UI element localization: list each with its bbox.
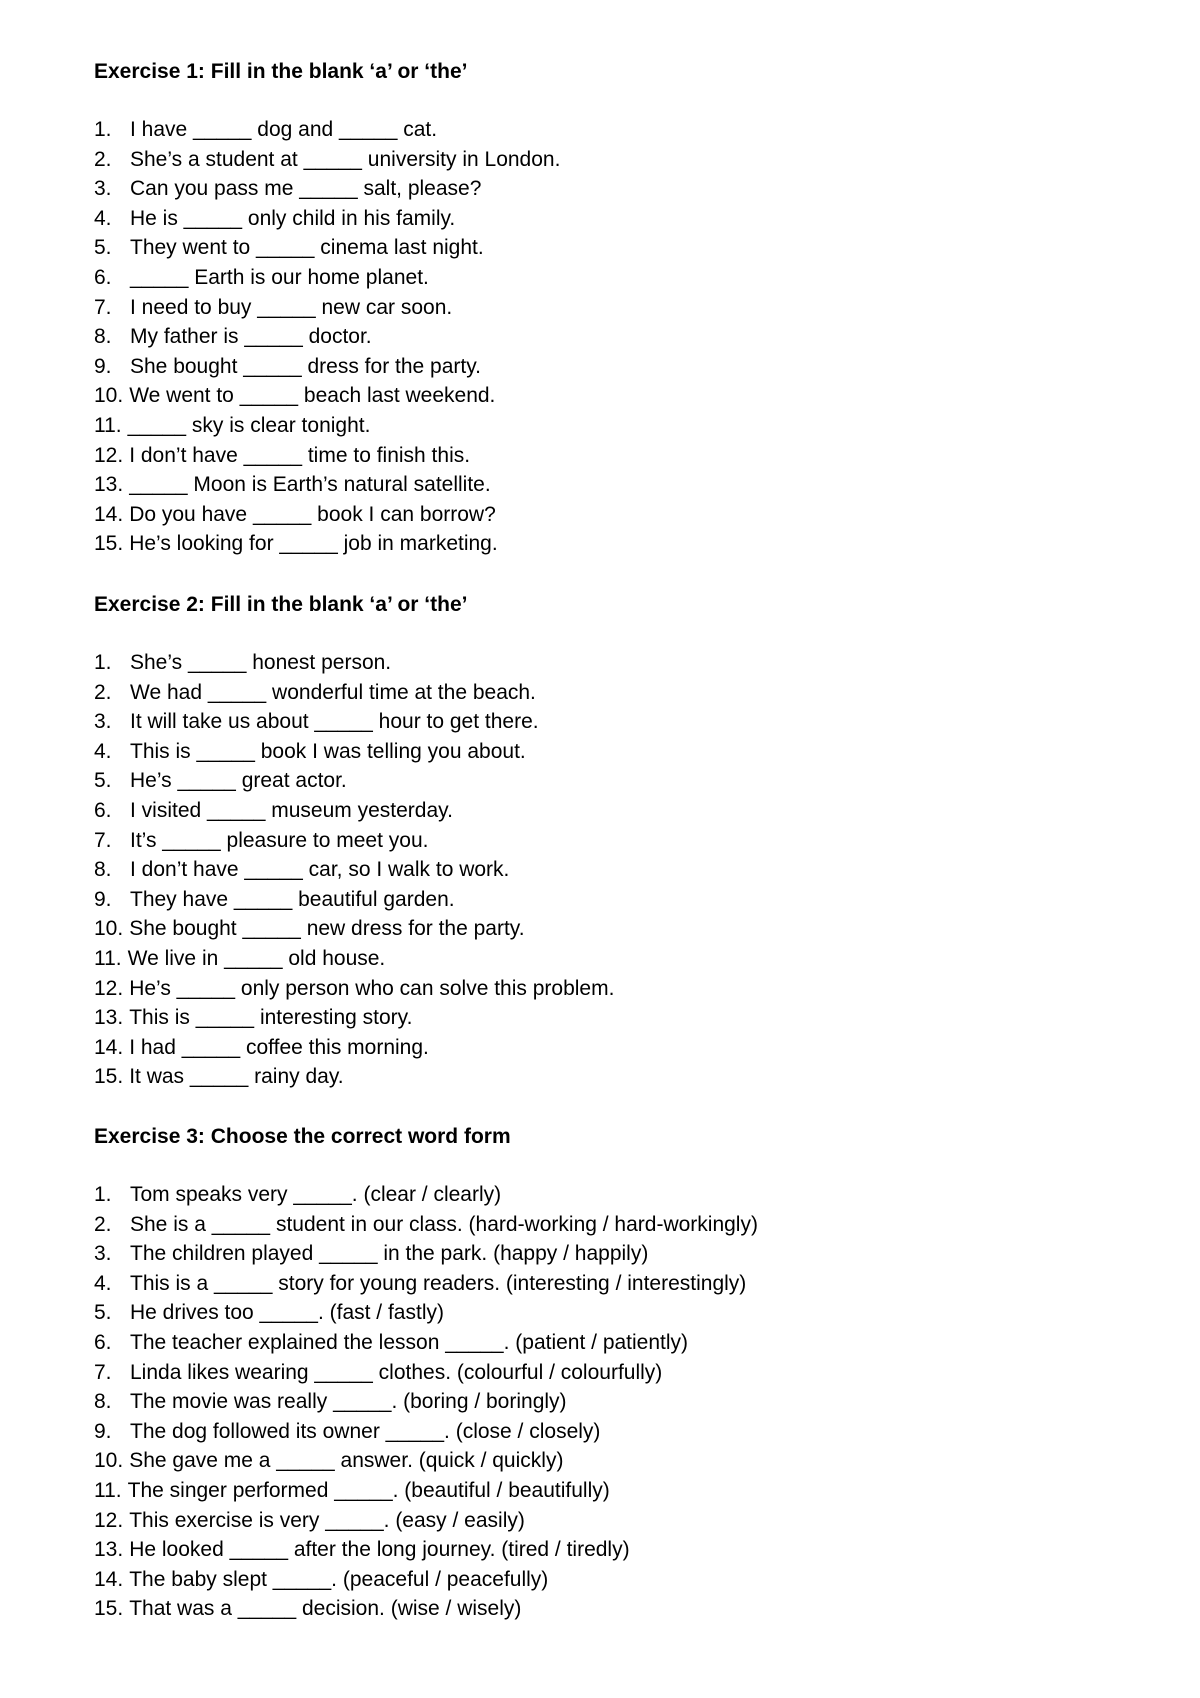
exercise-list bbox=[94, 648, 1094, 1092]
exercise-title: Exercise 1: Fill in the blank ‘a’ or ‘the’ bbox=[94, 60, 468, 83]
exercise-item bbox=[94, 855, 1094, 885]
exercise-item bbox=[94, 737, 1094, 767]
item-number: 5. bbox=[94, 769, 112, 793]
exercise-item bbox=[94, 204, 1094, 234]
item-number: 5. bbox=[94, 236, 112, 260]
item-text: _____ Earth is our home planet. bbox=[130, 265, 429, 289]
item-text: This is _____ interesting story. bbox=[129, 1006, 413, 1030]
exercise-item bbox=[94, 1210, 1094, 1240]
item-text: We went to _____ beach last weekend. bbox=[129, 384, 496, 408]
exercise-item bbox=[94, 500, 1094, 530]
item-number: 6. bbox=[94, 798, 112, 822]
exercise-item bbox=[94, 381, 1094, 411]
exercise-2 bbox=[94, 590, 1094, 1092]
item-text: _____ Moon is Earth’s natural satellite. bbox=[129, 473, 491, 497]
exercise-item bbox=[94, 529, 1094, 559]
item-text: She gave me a _____ answer. (quick / quickly) bbox=[129, 1449, 564, 1473]
item-number: 2. bbox=[94, 1212, 112, 1236]
item-text: Do you have _____ book I can borrow? bbox=[129, 502, 496, 526]
exercise-item bbox=[94, 1387, 1094, 1417]
exercise-1 bbox=[94, 57, 1094, 559]
exercise-item bbox=[94, 1535, 1094, 1565]
item-text: It’s _____ pleasure to meet you. bbox=[130, 828, 429, 852]
item-text: It was _____ rainy day. bbox=[129, 1065, 344, 1089]
item-text: I don’t have _____ car, so I walk to work. bbox=[130, 858, 510, 882]
item-text: I don’t have _____ time to finish this. bbox=[129, 443, 471, 467]
item-text: He’s _____ only person who can solve this problem. bbox=[129, 976, 615, 1000]
item-text: It will take us about _____ hour to get there. bbox=[130, 710, 539, 734]
exercise-item bbox=[94, 1446, 1094, 1476]
item-text: We live in _____ old house. bbox=[127, 946, 386, 970]
exercise-item bbox=[94, 796, 1094, 826]
item-text: The dog followed its owner _____. (close / closely) bbox=[130, 1419, 601, 1443]
item-number: 8. bbox=[94, 858, 112, 882]
exercise-item bbox=[94, 1269, 1094, 1299]
item-text: Tom speaks very _____. (clear / clearly) bbox=[130, 1183, 502, 1206]
item-text: The teacher explained the lesson _____. (patient / patiently) bbox=[130, 1330, 689, 1354]
item-text: He’s looking for _____ job in marketing. bbox=[129, 532, 498, 556]
exercise-item bbox=[94, 1328, 1094, 1358]
item-number: 10. bbox=[94, 1449, 124, 1473]
exercise-item bbox=[94, 1594, 1094, 1624]
item-text: This is _____ book I was telling you about. bbox=[130, 739, 526, 763]
item-text: He drives too _____. (fast / fastly) bbox=[130, 1301, 444, 1325]
exercise-item bbox=[94, 1476, 1094, 1506]
exercise-item bbox=[94, 944, 1094, 974]
item-number: 12. bbox=[94, 443, 124, 467]
item-text: I visited _____ museum yesterday. bbox=[130, 798, 453, 822]
exercise-item bbox=[94, 411, 1094, 441]
item-text: I have _____ dog and _____ cat. bbox=[130, 118, 438, 141]
exercise-item bbox=[94, 1062, 1094, 1092]
item-number: 10. bbox=[94, 384, 124, 408]
item-number: 10. bbox=[94, 917, 124, 941]
exercise-item bbox=[94, 145, 1094, 175]
item-number: 5. bbox=[94, 1301, 112, 1325]
exercise-item bbox=[94, 1033, 1094, 1063]
item-text: This is a _____ story for young readers. (interesting / interestingly) bbox=[130, 1271, 747, 1295]
item-number: 7. bbox=[94, 295, 112, 319]
exercise-item bbox=[94, 678, 1094, 708]
exercise-item bbox=[94, 1239, 1094, 1269]
exercise-3 bbox=[94, 1122, 1094, 1624]
exercise-item bbox=[94, 826, 1094, 856]
item-number: 8. bbox=[94, 1390, 112, 1414]
item-text: Linda likes wearing _____ clothes. (colourful / colourfully) bbox=[130, 1360, 663, 1384]
item-number: 8. bbox=[94, 325, 112, 349]
exercise-title: Exercise 3: Choose the correct word form bbox=[94, 1125, 511, 1148]
exercise-list bbox=[94, 115, 1094, 559]
exercise-item bbox=[94, 766, 1094, 796]
item-text: She bought _____ new dress for the party. bbox=[129, 917, 525, 941]
item-text: The singer performed _____. (beautiful / beautifully) bbox=[127, 1478, 610, 1502]
exercise-item bbox=[94, 293, 1094, 323]
item-number: 13. bbox=[94, 473, 124, 497]
item-number: 4. bbox=[94, 1271, 112, 1295]
exercise-item bbox=[94, 322, 1094, 352]
item-number: 1. bbox=[94, 1183, 112, 1206]
exercise-item bbox=[94, 1298, 1094, 1328]
item-number: 15. bbox=[94, 532, 124, 556]
item-number: 3. bbox=[94, 710, 112, 734]
item-number: 4. bbox=[94, 206, 112, 230]
item-number: 2. bbox=[94, 147, 112, 171]
exercise-item bbox=[94, 885, 1094, 915]
item-text: My father is _____ doctor. bbox=[130, 325, 372, 349]
exercise-title: Exercise 2: Fill in the blank ‘a’ or ‘the’ bbox=[94, 593, 468, 616]
item-number: 7. bbox=[94, 828, 112, 852]
item-number: 9. bbox=[94, 354, 112, 378]
exercise-item bbox=[94, 648, 1094, 678]
item-text: I need to buy _____ new car soon. bbox=[130, 295, 453, 319]
exercise-item bbox=[94, 1506, 1094, 1536]
item-text: She’s a student at _____ university in London. bbox=[130, 147, 561, 171]
item-number: 13. bbox=[94, 1538, 124, 1562]
item-text: He is _____ only child in his family. bbox=[130, 206, 456, 230]
exercise-item bbox=[94, 1003, 1094, 1033]
item-text: Can you pass me _____ salt, please? bbox=[130, 177, 482, 201]
item-number: 6. bbox=[94, 1330, 112, 1354]
exercise-item bbox=[94, 233, 1094, 263]
exercise-list bbox=[94, 1180, 1094, 1624]
item-text: He looked _____ after the long journey. (tired / tiredly) bbox=[129, 1538, 630, 1562]
item-text: He’s _____ great actor. bbox=[130, 769, 347, 793]
item-number: 13. bbox=[94, 1006, 124, 1030]
item-text: She is a _____ student in our class. (hard-working / hard-workingly) bbox=[130, 1212, 758, 1236]
item-number: 3. bbox=[94, 1242, 112, 1266]
item-number: 12. bbox=[94, 976, 124, 1000]
item-number: 3. bbox=[94, 177, 112, 201]
exercise-item bbox=[94, 1417, 1094, 1447]
exercise-item bbox=[94, 470, 1094, 500]
item-text: The children played _____ in the park. (happy / happily) bbox=[130, 1242, 649, 1266]
item-number: 7. bbox=[94, 1360, 112, 1384]
exercise-item bbox=[94, 263, 1094, 293]
exercise-item bbox=[94, 1180, 1094, 1210]
item-text: They went to _____ cinema last night. bbox=[130, 236, 484, 260]
item-text: This exercise is very _____. (easy / easily) bbox=[129, 1508, 525, 1532]
exercise-item bbox=[94, 1565, 1094, 1595]
item-number: 11. bbox=[94, 1478, 122, 1502]
exercise-item bbox=[94, 914, 1094, 944]
item-number: 15. bbox=[94, 1597, 124, 1621]
item-number: 12. bbox=[94, 1508, 124, 1532]
item-text: She bought _____ dress for the party. bbox=[130, 354, 482, 378]
item-number: 14. bbox=[94, 1567, 124, 1591]
exercise-item bbox=[94, 707, 1094, 737]
item-number: 14. bbox=[94, 502, 124, 526]
exercise-item bbox=[94, 974, 1094, 1004]
exercise-item bbox=[94, 352, 1094, 382]
item-text: The movie was really _____. (boring / boringly) bbox=[130, 1390, 567, 1414]
item-number: 11. bbox=[94, 946, 122, 970]
item-number: 2. bbox=[94, 680, 112, 704]
exercise-item bbox=[94, 1358, 1094, 1388]
item-number: 1. bbox=[94, 651, 112, 674]
item-number: 4. bbox=[94, 739, 112, 763]
item-number: 6. bbox=[94, 265, 112, 289]
item-text: She’s _____ honest person. bbox=[130, 651, 392, 674]
exercise-item bbox=[94, 441, 1094, 471]
item-number: 14. bbox=[94, 1035, 124, 1059]
exercise-item bbox=[94, 174, 1094, 204]
item-number: 11. bbox=[94, 413, 122, 437]
item-text: We had _____ wonderful time at the beach. bbox=[130, 680, 536, 704]
item-number: 9. bbox=[94, 887, 112, 911]
item-number: 15. bbox=[94, 1065, 124, 1089]
item-number: 1. bbox=[94, 118, 112, 141]
item-text: I had _____ coffee this morning. bbox=[129, 1035, 429, 1059]
exercise-item bbox=[94, 115, 1094, 145]
item-text: They have _____ beautiful garden. bbox=[130, 887, 455, 911]
item-text: That was a _____ decision. (wise / wisely) bbox=[129, 1597, 522, 1621]
item-number: 9. bbox=[94, 1419, 112, 1443]
item-text: The baby slept _____. (peaceful / peacefully) bbox=[129, 1567, 549, 1591]
item-text: _____ sky is clear tonight. bbox=[127, 413, 371, 437]
